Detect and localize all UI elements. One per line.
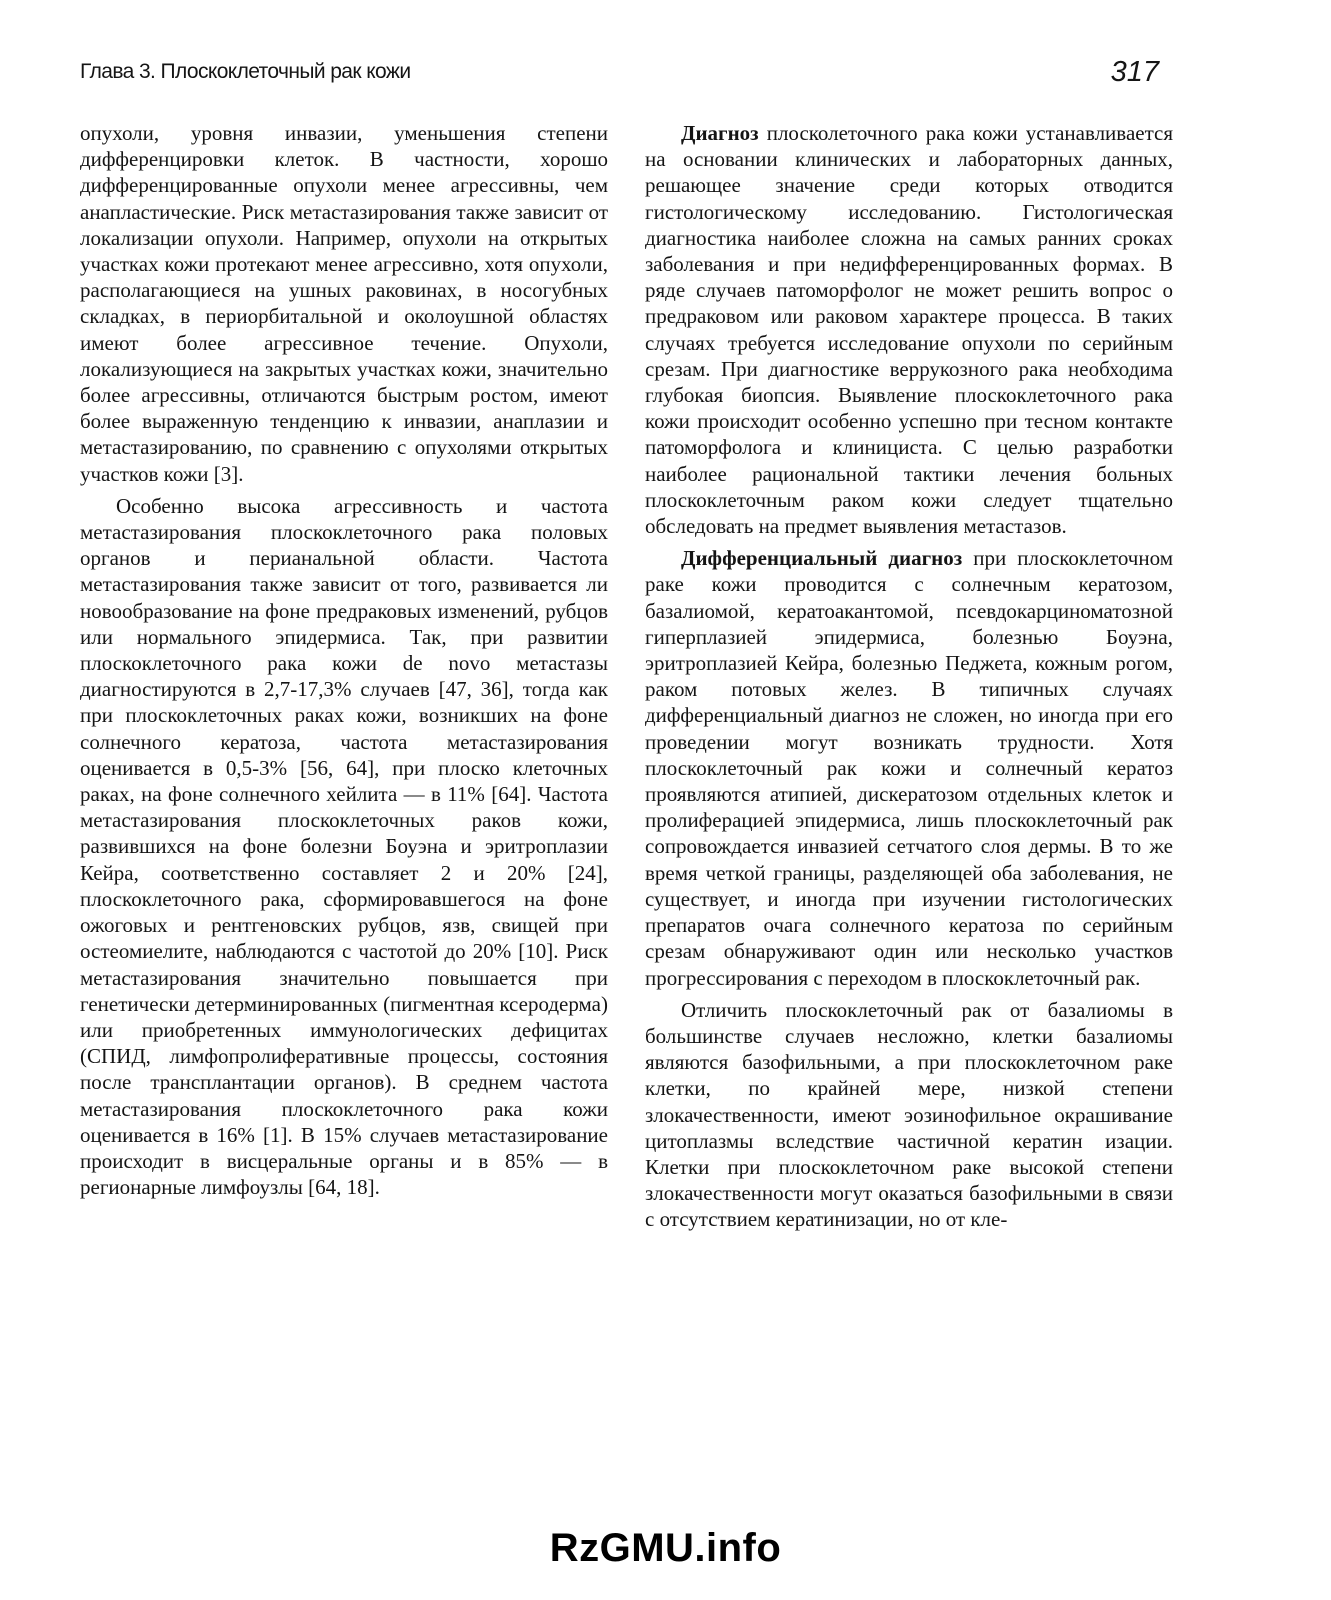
right-column	[645, 120, 1173, 1239]
differential-diagnosis-text: при плоскоклеточном раке кожи проводится с солнечным кератозом, базалиомой, кератоакантомой, псевдокарциноматозной гиперплазией эпидермиса, болезнью Боуэна, эритроплазией Кейра, болезнью Педжета, кожным рогом, раком потовых желез. В типичных случаях дифференциальный диагноз не сложен, но иногда при его проведении могут возникать трудности. Хотя плоскоклеточный рак кожи и солнечный кератоз проявляются атипией, дискератозом отдельных клеток и пролиферацией эпидермиса, лишь плоскоклеточный рак сопровождается инвазией сетчатого слоя дермы. В то же время четкой границы, разделяющей оба заболевания, не существует, и иногда при изучении гистологических препаратов очага солнечного кератоза по серийным срезам обнаруживают один или несколько участков прогрессирования с переходом в плоскоклеточный рак.	[645, 546, 1173, 990]
running-head: Глава 3. Плоскоклеточный рак кожи	[80, 60, 411, 83]
right-paragraph-3: Отличить плоскоклеточный рак от базалиомы в большинстве случаев несложно, клетки базалиомы являются базофильными, а при плоскоклеточном раке клетки, по крайней мере, низкой степени злокачественности, имеют эозинофильное окрашивание цитоплазмы вследствие частичной кератин изации. Клетки при плоскоклеточном раке высокой степени злокачественности могут оказаться базофильными в связи с отсутствием кератинизации, но от кле-	[645, 997, 1173, 1232]
left-paragraph-1: опухоли, уровня инвазии, уменьшения степени дифференцировки клеток. В частности, хорошо дифференцированные опухоли менее агрессивны, чем анапластические. Риск метастазирования также зависит от локализации опухоли. Например, опухоли на открытых участках кожи протекают менее агрессивно, хотя опухоли, располагающиеся на ушных раковинах, в носогубных складках, в периорбитальной и околоушной областях имеют более агрессивное течение. Опухоли, локализующиеся на закрытых участках кожи, значительно более агрессивны, отличаются быстрым ростом, имеют более выраженную тенденцию к инвазии, анаплазии и метастазированию, по сравнению с опухолями открытых участков кожи [3].	[80, 121, 608, 486]
left-paragraph-2: Особенно высока агрессивность и частота метастазирования плоскоклеточного рака половых органов и перианальной области. Частота метастазирования также зависит от того, развивается ли новообразование на фоне предраковых изменений, рубцов или нормального эпидермиса. Так, при развитии плоскоклеточного рака кожи de novo метастазы диагностируются в 2,7-17,3% случаев [47, 36], тогда как при плоскоклеточных раках кожи, возникших на фоне солнечного кератоза, частота метастазирования оценивается в 0,5-3% [56, 64], при плоско клеточных раках, на фоне солнечного хейлита — в 11% [64]. Частота метастазирования плоскоклеточных раков кожи, развившихся на фоне болезни Боуэна и эритроплазии Кейра, соответственно составляет 2 и 20% [24], плоскоклеточного рака, сформировавшегося на фоне ожоговых и рентгеновских рубцов, язв, свищей при остеомиелите, наблюдаются с частотой до 20% [10]. Риск метастазирования значительно повышается при генетически детерминированных (пигментная ксеродерма) или приобретенных иммунологических дефицитах (СПИД, лимфопролиферативные процессы, состояния после трансплантации органов). В среднем частота метастазирования плоскоклеточного рака кожи оценивается в 16% [1]. В 15% случаев метастазирование происходит в висцеральные органы и в 85% — в регионарные лимфоузлы [64, 18].	[80, 493, 608, 1200]
term-diagnosis: Диагноз	[681, 121, 759, 145]
term-differential-diagnosis: Дифференциальный диагноз	[681, 546, 963, 571]
right-paragraph-1	[645, 120, 1173, 539]
watermark-logo: RzGMU.info	[549, 1526, 782, 1570]
diagnosis-text: плосколеточного рака кожи устанавливается на основании клинических и лабораторных данных, решающее значение среди которых отводится гистологическому исследованию. Гистологическая диагностика наиболее сложна на самых ранних сроках заболевания и при недифференцированных формах. В ряде случаев патоморфолог не может решить вопрос о предраковом или раковом характере процесса. В таких случаях требуется исследование опухоли по серийным срезам. При диагностике веррукозного рака необходима глубокая биопсия. Выявление плоскоклеточного рака кожи происходит особенно успешно при тесном контакте патоморфолога и клинициста. С целью разработки наиболее рациональной тактики лечения больных плоскоклеточным раком кожи следует тщательно обследовать на предмет выявления метастазов.	[645, 121, 1173, 539]
page-number: 317	[1110, 56, 1159, 88]
right-paragraph-2	[645, 545, 1173, 990]
left-column	[80, 120, 608, 1206]
